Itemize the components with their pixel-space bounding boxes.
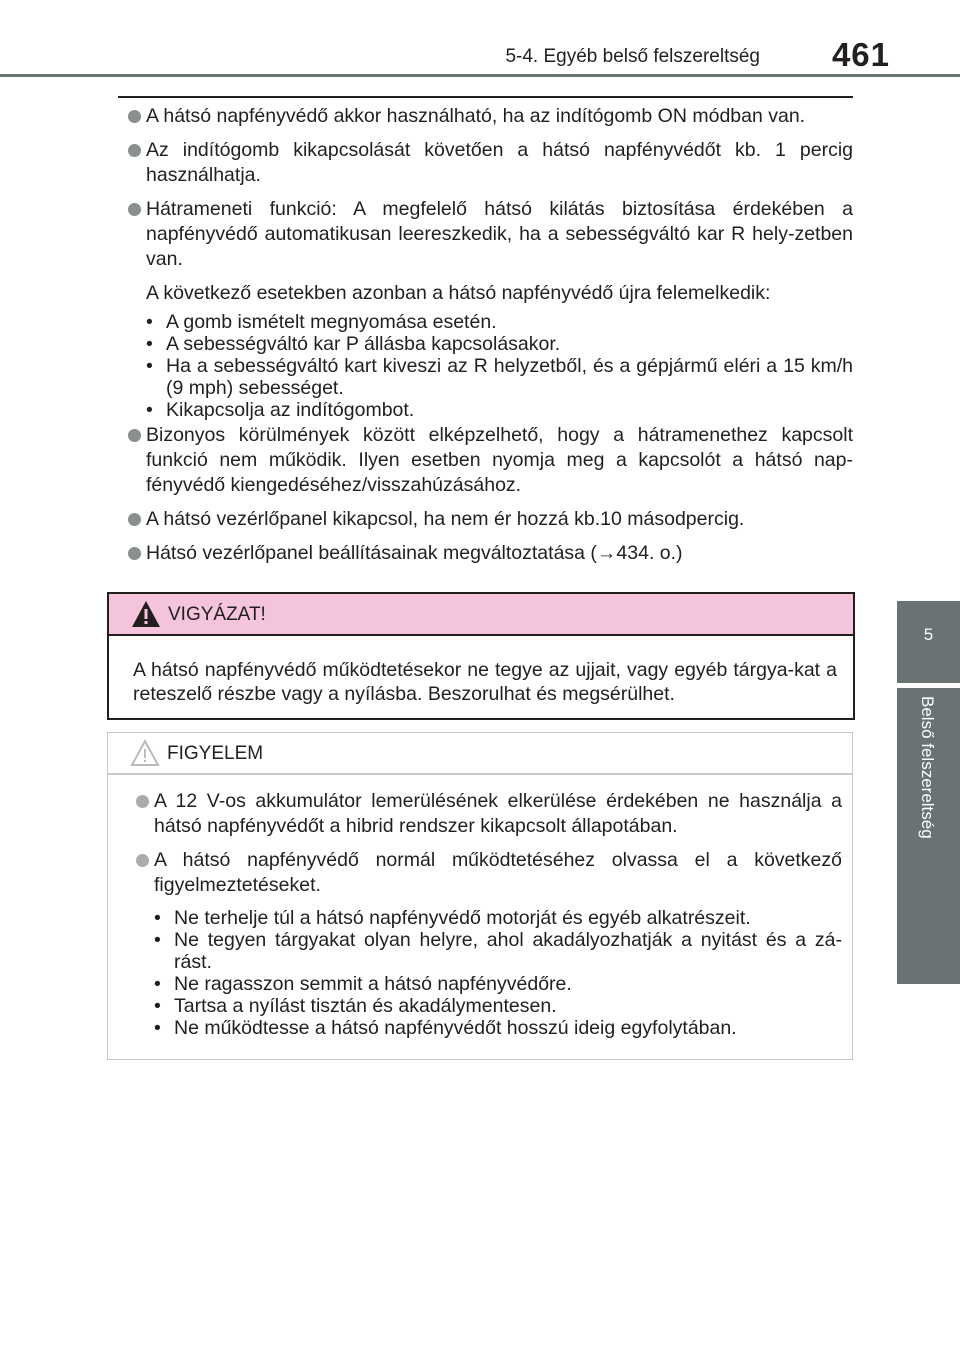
- sub-list-item: • Tartsa a nyílást tisztán és akadálymentesen.: [154, 995, 557, 1017]
- caution-text: A hátsó napfényvédő működtetésekor ne tegye az ujjait, vagy egyéb tárgya-kat a reteszelő részbe vagy a nyílásba. Beszorulhat és megsérülhet.: [133, 659, 837, 705]
- bullet-dot-icon: [128, 513, 141, 526]
- sub-list-item: • A sebességváltó kar P állásba kapcsolásakor.: [146, 333, 561, 355]
- chapter-number: 5: [923, 625, 934, 644]
- bullet-dot-icon: [128, 203, 141, 216]
- caution-title: VIGYÁZAT!: [168, 604, 266, 625]
- bullet-dot-icon: [136, 795, 149, 808]
- sub-list-item: • Kikapcsolja az indítógombot.: [146, 399, 415, 421]
- list-item: [108, 507, 853, 532]
- sub-list-item: • Ne terhelje túl a hátsó napfényvédő motorját és egyéb alkatrészeit.: [154, 907, 751, 929]
- reverse-sublist: [108, 311, 853, 421]
- bullet-dot-icon: [136, 854, 149, 867]
- sub-list-item: • Ne működtesse a hátsó napfényvédőt hosszú ideig egyfolytában.: [154, 1017, 737, 1039]
- list-item: [128, 789, 842, 839]
- notice-box: [107, 732, 853, 1060]
- bullet-dot-icon: [128, 547, 141, 560]
- list-item: [108, 104, 853, 129]
- list-item-text: A hátsó vezérlőpanel kikapcsol, ha nem ér hozzá kb.10 másodpercig.: [146, 508, 745, 530]
- caution-header: [109, 594, 853, 636]
- section-title: 5-4. Egyéb belső felszereltség: [505, 46, 760, 67]
- sub-list-item: • Ne ragasszon semmit a hátsó napfényvédőre.: [154, 973, 572, 995]
- list-item-text: A hátsó napfényvédő normál működtetéséhez olvassa el a következő figyelmeztetéseket.: [154, 849, 842, 896]
- list-item: [108, 197, 853, 272]
- chapter-title: Belső felszereltség: [918, 696, 937, 839]
- bullet-dot-icon: [128, 144, 141, 157]
- sub-list-item: • A gomb ismételt megnyomása esetén.: [146, 311, 497, 333]
- reverse-note: A következő esetekben azonban a hátsó napfényvédő újra felemelkedik:: [146, 282, 771, 304]
- list-item-text: Hátrameneti funkció: A megfelelő hátsó kilátás biztosítása érdekében a napfényvédő automatikusan leereszkedik, ha a sebességváltó kar R hely-zetben van.: [146, 198, 853, 270]
- notice-sublist: [128, 907, 842, 1039]
- caution-box: [107, 592, 855, 720]
- list-item-text: A hátsó napfényvédő akkor használható, ha az indítógomb ON módban van.: [146, 105, 806, 127]
- warning-triangle-icon: [131, 600, 161, 628]
- sub-list-item: • Ha a sebességváltó kart kiveszi az R helyzetből, és a gépjármű eléri a 15 km/h (9 mph) sebességet.: [146, 355, 853, 399]
- bullet-dot-icon: [128, 429, 141, 442]
- chapter-title-tab[interactable]: [897, 688, 960, 984]
- main-content: [108, 96, 853, 575]
- list-item: [108, 541, 853, 566]
- list-item-text: Az indítógomb kikapcsolását követően a hátsó napfényvédőt kb. 1 percig használhatja.: [146, 139, 853, 186]
- list-item: [128, 848, 842, 898]
- bullet-dot-icon: [128, 110, 141, 123]
- list-item: [108, 138, 853, 188]
- page-number: 461: [831, 36, 890, 73]
- page-reference-link[interactable]: Hátsó vezérlőpanel beállításainak megváltoztatása (→434. o.): [146, 542, 683, 564]
- chapter-tab[interactable]: [897, 601, 960, 683]
- notice-body: [108, 775, 852, 1039]
- notice-header: [108, 733, 852, 775]
- list-item: [108, 423, 853, 498]
- notice-triangle-icon: [130, 739, 160, 767]
- list-item-text: Bizonyos körülmények között elképzelhető, hogy a hátramenethez kapcsolt funkció nem működik. Ilyen esetben nyomja meg a kapcsolót a hátsó nap-fényvédő kiengedéséhez/visszahúzásához.: [146, 424, 853, 496]
- content-rule: [118, 96, 853, 98]
- list-item-text: A 12 V-os akkumulátor lemerülésének elkerülése érdekében ne használja a hátsó napfényvédőt a hibrid rendszer kikapcsolt állapotában.: [154, 790, 842, 837]
- notice-title: FIGYELEM: [167, 743, 264, 764]
- sub-list-item: • Ne tegyen tárgyakat olyan helyre, ahol akadályozhatják a nyitást és a zá-rást.: [154, 929, 842, 973]
- header-rule: [0, 74, 960, 77]
